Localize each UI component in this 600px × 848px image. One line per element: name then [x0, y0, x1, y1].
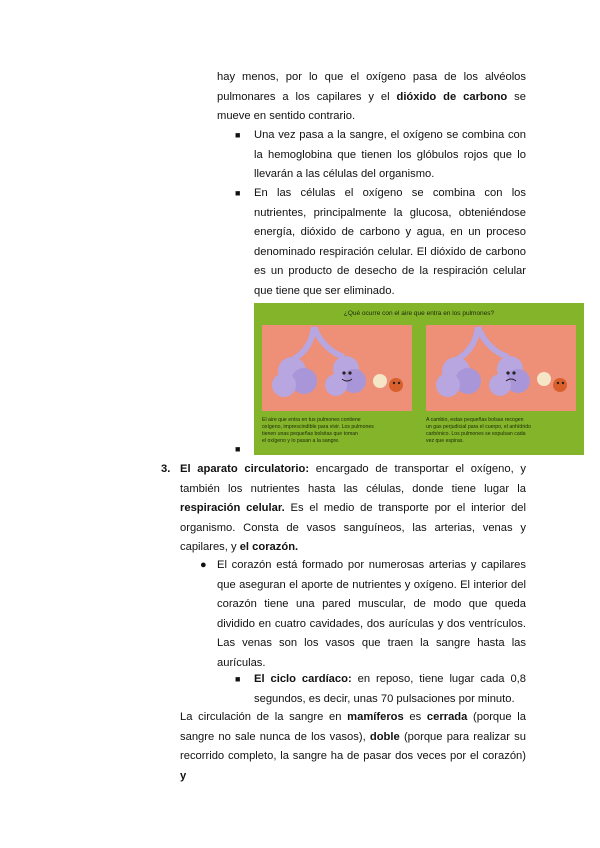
round-bullet-icon: ●	[200, 559, 207, 571]
square-bullet-icon: ■	[235, 188, 241, 198]
bullet-hemoglobin: Una vez pasa a la sangre, el oxígeno se combina con la hemoglobina que tienen los glóbulos rojos que lo llevarán a las células del organismo.	[254, 129, 526, 180]
section-circulatory-system: El aparato circulatorio: encargado de transportar el oxígeno, y también los nutrientes hasta las células, donde tiene lugar la respiración celular. Es el medio de transporte por el interior del organismo. Consta de vasos sanguíneos, las arterias, venas y capilares, y el corazón.	[180, 463, 526, 553]
figure-title: ¿Qué ocurre con el aire que entra en los pulmones?	[343, 310, 495, 317]
section-number: 3.	[161, 463, 171, 475]
bullet-cardiac-cycle: El ciclo cardíaco: en reposo, tiene lugar cada 0,8 segundos, es decir, unas 70 pulsaciones por minuto.	[254, 673, 527, 705]
lungs-illustration	[254, 303, 584, 455]
paragraph-closed-circulation: La circulación de la sangre en mamíferos es cerrada (porque la sangre no sale nunca de los vasos), doble (porque para realizar su recorrido completo, la sangre ha de pasar dos veces por el corazón) y	[180, 711, 526, 782]
caption-left: El aire que entra en tus pulmones contiene oxígeno, imprescindible para vivir. Los pulmones tienen unas pequeñas bolsitas que toman el oxígeno y lo pasan a la sangre.	[262, 417, 374, 444]
left-panel	[262, 325, 412, 411]
caption-right: A cambio, estas pequeñas bolsas recogen un gas perjudicial para el cuerpo, el anhídrido carbónico. Los pulmones se expulsan cada vez que espiras.	[426, 417, 531, 444]
square-bullet-icon: ■	[235, 444, 241, 454]
square-bullet-icon: ■	[235, 674, 241, 684]
right-panel	[426, 325, 576, 411]
bullet-heart-structure: El corazón está formado por numerosas arterias y capilares que aseguran el aporte de nutrientes y oxígeno. El interior del corazón tiene una pared muscular, de modo que queda dividido en cuatro cavidades, dos aurículas y dos ventrículos. Las venas son los vasos que traen la sangre hasta las aurículas.	[217, 559, 526, 669]
bullet-cellular-respiration: En las células el oxígeno se combina con los nutrientes, principalmente la glucosa, obteniéndose energía, dióxido de carbono y agua, en un proceso denominado respiración celular. El dióxido de carbono es un producto de desecho de la respiración celular que tiene que ser eliminado.	[254, 187, 526, 297]
paragraph-gas-exchange: hay menos, por lo que el oxígeno pasa de los alvéolos pulmonares a los capilares y el dióxido de carbono se mueve en sentido contrario.	[217, 71, 526, 122]
square-bullet-icon: ■	[235, 130, 241, 140]
